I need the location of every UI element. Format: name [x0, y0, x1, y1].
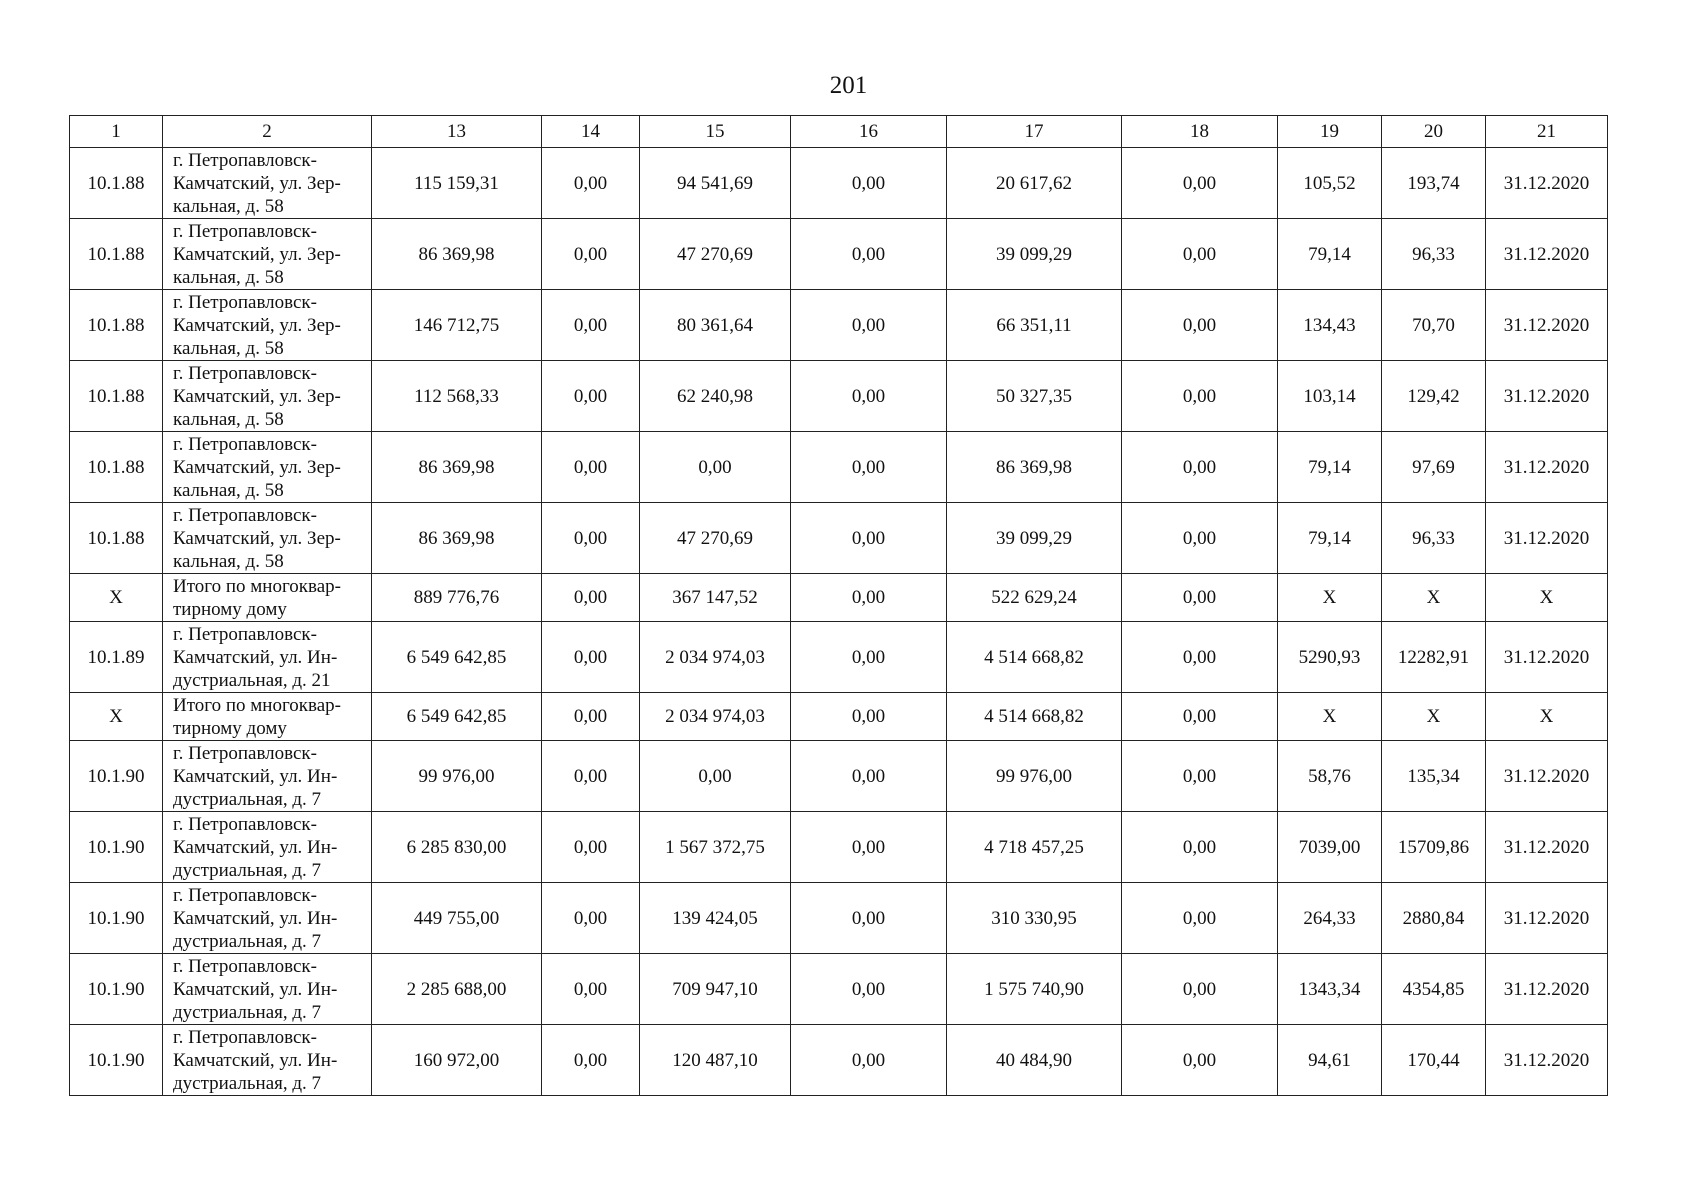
col-17-cell: 4 514 668,82 — [947, 693, 1122, 741]
col-14-cell: 0,00 — [542, 432, 640, 503]
col-21-cell: 31.12.2020 — [1486, 812, 1608, 883]
col-17-cell: 40 484,90 — [947, 1025, 1122, 1096]
col-19-cell: X — [1278, 693, 1382, 741]
row-number-cell: 10.1.88 — [70, 219, 163, 290]
col-13-cell: 889 776,76 — [372, 574, 542, 622]
address-cell — [163, 574, 372, 622]
col-21-cell: 31.12.2020 — [1486, 883, 1608, 954]
address-cell — [163, 741, 372, 812]
address-cell — [163, 361, 372, 432]
address-cell — [163, 219, 372, 290]
col-16-cell: 0,00 — [791, 574, 947, 622]
col-13-cell: 146 712,75 — [372, 290, 542, 361]
col-20-cell: X — [1382, 574, 1486, 622]
col-18-cell: 0,00 — [1122, 883, 1278, 954]
address-line: тирному дому — [173, 598, 287, 620]
address-line: Камчатский, ул. Зер- — [173, 456, 341, 478]
address-line: кальная, д. 58 — [173, 266, 284, 288]
address-line: г. Петропавловск- — [173, 220, 317, 242]
col-20-cell: 12282,91 — [1382, 622, 1486, 693]
col-20-cell: 96,33 — [1382, 503, 1486, 574]
address-line: г. Петропавловск- — [173, 433, 317, 455]
col-15-cell: 62 240,98 — [640, 361, 791, 432]
address-line: дустриальная, д. 7 — [173, 788, 322, 810]
col-16-cell: 0,00 — [791, 741, 947, 812]
table-row — [70, 148, 1608, 219]
address-cell — [163, 812, 372, 883]
col-15-cell: 47 270,69 — [640, 219, 791, 290]
address-line: Камчатский, ул. Зер- — [173, 527, 341, 549]
row-number-cell: 10.1.88 — [70, 503, 163, 574]
address-line: Камчатский, ул. Ин- — [173, 646, 338, 668]
col-15-cell: 47 270,69 — [640, 503, 791, 574]
col-15-cell: 1 567 372,75 — [640, 812, 791, 883]
address-line: г. Петропавловск- — [173, 955, 317, 977]
col-18-cell: 0,00 — [1122, 693, 1278, 741]
col-15-cell: 94 541,69 — [640, 148, 791, 219]
col-13-cell: 86 369,98 — [372, 432, 542, 503]
col-16-cell: 0,00 — [791, 954, 947, 1025]
col-16-cell: 0,00 — [791, 219, 947, 290]
address-line: дустриальная, д. 7 — [173, 859, 322, 881]
col-16-cell: 0,00 — [791, 361, 947, 432]
column-header: 15 — [640, 116, 791, 148]
row-number-cell: 10.1.88 — [70, 148, 163, 219]
address-cell — [163, 1025, 372, 1096]
col-19-cell: 264,33 — [1278, 883, 1382, 954]
col-20-cell: 135,34 — [1382, 741, 1486, 812]
col-13-cell: 115 159,31 — [372, 148, 542, 219]
col-19-cell: 1343,34 — [1278, 954, 1382, 1025]
col-20-cell: 129,42 — [1382, 361, 1486, 432]
address-line: дустриальная, д. 7 — [173, 1001, 322, 1023]
table-row — [70, 1025, 1608, 1096]
col-14-cell: 0,00 — [542, 503, 640, 574]
table-row — [70, 219, 1608, 290]
col-20-cell: 97,69 — [1382, 432, 1486, 503]
col-13-cell: 112 568,33 — [372, 361, 542, 432]
table-row — [70, 432, 1608, 503]
col-14-cell: 0,00 — [542, 954, 640, 1025]
column-header: 17 — [947, 116, 1122, 148]
col-16-cell: 0,00 — [791, 1025, 947, 1096]
column-header: 21 — [1486, 116, 1608, 148]
row-number-cell: 10.1.90 — [70, 883, 163, 954]
col-14-cell: 0,00 — [542, 1025, 640, 1096]
col-19-cell: 58,76 — [1278, 741, 1382, 812]
col-15-cell: 0,00 — [640, 432, 791, 503]
row-number-cell: 10.1.89 — [70, 622, 163, 693]
table-row — [70, 361, 1608, 432]
address-line: Камчатский, ул. Зер- — [173, 314, 341, 336]
col-13-cell: 86 369,98 — [372, 219, 542, 290]
column-header: 1 — [70, 116, 163, 148]
col-14-cell: 0,00 — [542, 361, 640, 432]
row-number-cell: 10.1.88 — [70, 290, 163, 361]
col-15-cell: 0,00 — [640, 741, 791, 812]
col-19-cell: 7039,00 — [1278, 812, 1382, 883]
col-21-cell: 31.12.2020 — [1486, 290, 1608, 361]
col-17-cell: 99 976,00 — [947, 741, 1122, 812]
col-19-cell: 79,14 — [1278, 219, 1382, 290]
col-21-cell: 31.12.2020 — [1486, 432, 1608, 503]
col-21-cell: 31.12.2020 — [1486, 503, 1608, 574]
col-19-cell: 134,43 — [1278, 290, 1382, 361]
col-17-cell: 86 369,98 — [947, 432, 1122, 503]
col-15-cell: 367 147,52 — [640, 574, 791, 622]
col-20-cell: 2880,84 — [1382, 883, 1486, 954]
col-15-cell: 2 034 974,03 — [640, 622, 791, 693]
address-line: г. Петропавловск- — [173, 149, 317, 171]
address-line: кальная, д. 58 — [173, 195, 284, 217]
column-header: 19 — [1278, 116, 1382, 148]
row-number-cell: 10.1.90 — [70, 1025, 163, 1096]
table-row — [70, 741, 1608, 812]
table-row — [70, 812, 1608, 883]
col-21-cell: X — [1486, 693, 1608, 741]
column-header: 14 — [542, 116, 640, 148]
row-number-cell: X — [70, 574, 163, 622]
col-17-cell: 1 575 740,90 — [947, 954, 1122, 1025]
col-21-cell: 31.12.2020 — [1486, 148, 1608, 219]
col-19-cell: 103,14 — [1278, 361, 1382, 432]
col-17-cell: 66 351,11 — [947, 290, 1122, 361]
col-16-cell: 0,00 — [791, 622, 947, 693]
col-16-cell: 0,00 — [791, 290, 947, 361]
address-cell — [163, 954, 372, 1025]
address-line: дустриальная, д. 7 — [173, 930, 322, 952]
col-21-cell: 31.12.2020 — [1486, 622, 1608, 693]
col-20-cell: X — [1382, 693, 1486, 741]
address-line: кальная, д. 58 — [173, 550, 284, 572]
col-16-cell: 0,00 — [791, 693, 947, 741]
col-13-cell: 160 972,00 — [372, 1025, 542, 1096]
col-17-cell: 522 629,24 — [947, 574, 1122, 622]
col-16-cell: 0,00 — [791, 432, 947, 503]
address-line: кальная, д. 58 — [173, 479, 284, 501]
col-16-cell: 0,00 — [791, 503, 947, 574]
col-17-cell: 20 617,62 — [947, 148, 1122, 219]
address-cell — [163, 148, 372, 219]
col-13-cell: 6 549 642,85 — [372, 693, 542, 741]
col-14-cell: 0,00 — [542, 693, 640, 741]
col-17-cell: 4 718 457,25 — [947, 812, 1122, 883]
col-21-cell: 31.12.2020 — [1486, 954, 1608, 1025]
column-header: 2 — [163, 116, 372, 148]
col-15-cell: 2 034 974,03 — [640, 693, 791, 741]
table-row — [70, 622, 1608, 693]
col-14-cell: 0,00 — [542, 741, 640, 812]
address-line: кальная, д. 58 — [173, 337, 284, 359]
col-14-cell: 0,00 — [542, 148, 640, 219]
col-16-cell: 0,00 — [791, 148, 947, 219]
table-row — [70, 883, 1608, 954]
address-line: Камчатский, ул. Зер- — [173, 243, 341, 265]
address-line: г. Петропавловск- — [173, 291, 317, 313]
total-row — [70, 693, 1608, 741]
col-20-cell: 170,44 — [1382, 1025, 1486, 1096]
address-line: г. Петропавловск- — [173, 623, 317, 645]
col-20-cell: 15709,86 — [1382, 812, 1486, 883]
address-line: Камчатский, ул. Ин- — [173, 907, 338, 929]
address-cell — [163, 622, 372, 693]
address-line: г. Петропавловск- — [173, 813, 317, 835]
col-19-cell: 105,52 — [1278, 148, 1382, 219]
address-cell — [163, 503, 372, 574]
col-19-cell: 79,14 — [1278, 503, 1382, 574]
col-20-cell: 193,74 — [1382, 148, 1486, 219]
row-number-cell: 10.1.88 — [70, 432, 163, 503]
col-18-cell: 0,00 — [1122, 361, 1278, 432]
address-line: г. Петропавловск- — [173, 504, 317, 526]
col-20-cell: 96,33 — [1382, 219, 1486, 290]
address-line: Камчатский, ул. Ин- — [173, 1049, 338, 1071]
column-header: 18 — [1122, 116, 1278, 148]
address-line: тирному дому — [173, 717, 287, 739]
col-13-cell: 449 755,00 — [372, 883, 542, 954]
address-line: Камчатский, ул. Ин- — [173, 765, 338, 787]
address-line: кальная, д. 58 — [173, 408, 284, 430]
row-number-cell: 10.1.90 — [70, 954, 163, 1025]
address-line: Итого по многоквар- — [173, 575, 341, 597]
col-13-cell: 6 549 642,85 — [372, 622, 542, 693]
address-cell — [163, 693, 372, 741]
col-19-cell: 79,14 — [1278, 432, 1382, 503]
col-17-cell: 39 099,29 — [947, 503, 1122, 574]
col-18-cell: 0,00 — [1122, 1025, 1278, 1096]
col-15-cell: 139 424,05 — [640, 883, 791, 954]
row-number-cell: X — [70, 693, 163, 741]
col-21-cell: 31.12.2020 — [1486, 219, 1608, 290]
col-18-cell: 0,00 — [1122, 503, 1278, 574]
col-18-cell: 0,00 — [1122, 574, 1278, 622]
col-20-cell: 70,70 — [1382, 290, 1486, 361]
col-13-cell: 6 285 830,00 — [372, 812, 542, 883]
col-13-cell: 86 369,98 — [372, 503, 542, 574]
col-16-cell: 0,00 — [791, 883, 947, 954]
col-14-cell: 0,00 — [542, 290, 640, 361]
column-header: 13 — [372, 116, 542, 148]
table-row — [70, 290, 1608, 361]
col-18-cell: 0,00 — [1122, 290, 1278, 361]
col-21-cell: 31.12.2020 — [1486, 741, 1608, 812]
col-19-cell: X — [1278, 574, 1382, 622]
address-line: Камчатский, ул. Ин- — [173, 836, 338, 858]
col-17-cell: 39 099,29 — [947, 219, 1122, 290]
table-row — [70, 503, 1608, 574]
address-line: г. Петропавловск- — [173, 742, 317, 764]
page-number: 201 — [829, 72, 868, 99]
col-18-cell: 0,00 — [1122, 148, 1278, 219]
col-13-cell: 2 285 688,00 — [372, 954, 542, 1025]
col-15-cell: 80 361,64 — [640, 290, 791, 361]
col-21-cell: X — [1486, 574, 1608, 622]
column-header: 16 — [791, 116, 947, 148]
address-line: Камчатский, ул. Зер- — [173, 385, 341, 407]
col-17-cell: 4 514 668,82 — [947, 622, 1122, 693]
col-15-cell: 709 947,10 — [640, 954, 791, 1025]
col-19-cell: 5290,93 — [1278, 622, 1382, 693]
col-14-cell: 0,00 — [542, 574, 640, 622]
row-number-cell: 10.1.90 — [70, 812, 163, 883]
col-16-cell: 0,00 — [791, 812, 947, 883]
address-line: дустриальная, д. 7 — [173, 1072, 322, 1094]
col-18-cell: 0,00 — [1122, 954, 1278, 1025]
row-number-cell: 10.1.88 — [70, 361, 163, 432]
row-number-cell: 10.1.90 — [70, 741, 163, 812]
col-14-cell: 0,00 — [542, 219, 640, 290]
address-cell — [163, 432, 372, 503]
address-cell — [163, 290, 372, 361]
col-18-cell: 0,00 — [1122, 622, 1278, 693]
address-line: Итого по многоквар- — [173, 694, 341, 716]
address-line: Камчатский, ул. Зер- — [173, 172, 341, 194]
header-row — [70, 116, 1608, 148]
col-17-cell: 50 327,35 — [947, 361, 1122, 432]
column-header: 20 — [1382, 116, 1486, 148]
col-18-cell: 0,00 — [1122, 432, 1278, 503]
col-18-cell: 0,00 — [1122, 812, 1278, 883]
col-14-cell: 0,00 — [542, 812, 640, 883]
total-row — [70, 574, 1608, 622]
address-cell — [163, 883, 372, 954]
address-line: г. Петропавловск- — [173, 362, 317, 384]
col-15-cell: 120 487,10 — [640, 1025, 791, 1096]
col-21-cell: 31.12.2020 — [1486, 361, 1608, 432]
col-17-cell: 310 330,95 — [947, 883, 1122, 954]
address-line: Камчатский, ул. Ин- — [173, 978, 338, 1000]
address-line: г. Петропавловск- — [173, 884, 317, 906]
col-21-cell: 31.12.2020 — [1486, 1025, 1608, 1096]
table-row — [70, 954, 1608, 1025]
address-line: дустриальная, д. 21 — [173, 669, 331, 691]
col-18-cell: 0,00 — [1122, 219, 1278, 290]
col-14-cell: 0,00 — [542, 622, 640, 693]
col-19-cell: 94,61 — [1278, 1025, 1382, 1096]
col-13-cell: 99 976,00 — [372, 741, 542, 812]
col-14-cell: 0,00 — [542, 883, 640, 954]
col-20-cell: 4354,85 — [1382, 954, 1486, 1025]
col-18-cell: 0,00 — [1122, 741, 1278, 812]
address-line: г. Петропавловск- — [173, 1026, 317, 1048]
data-table — [69, 115, 1608, 1096]
